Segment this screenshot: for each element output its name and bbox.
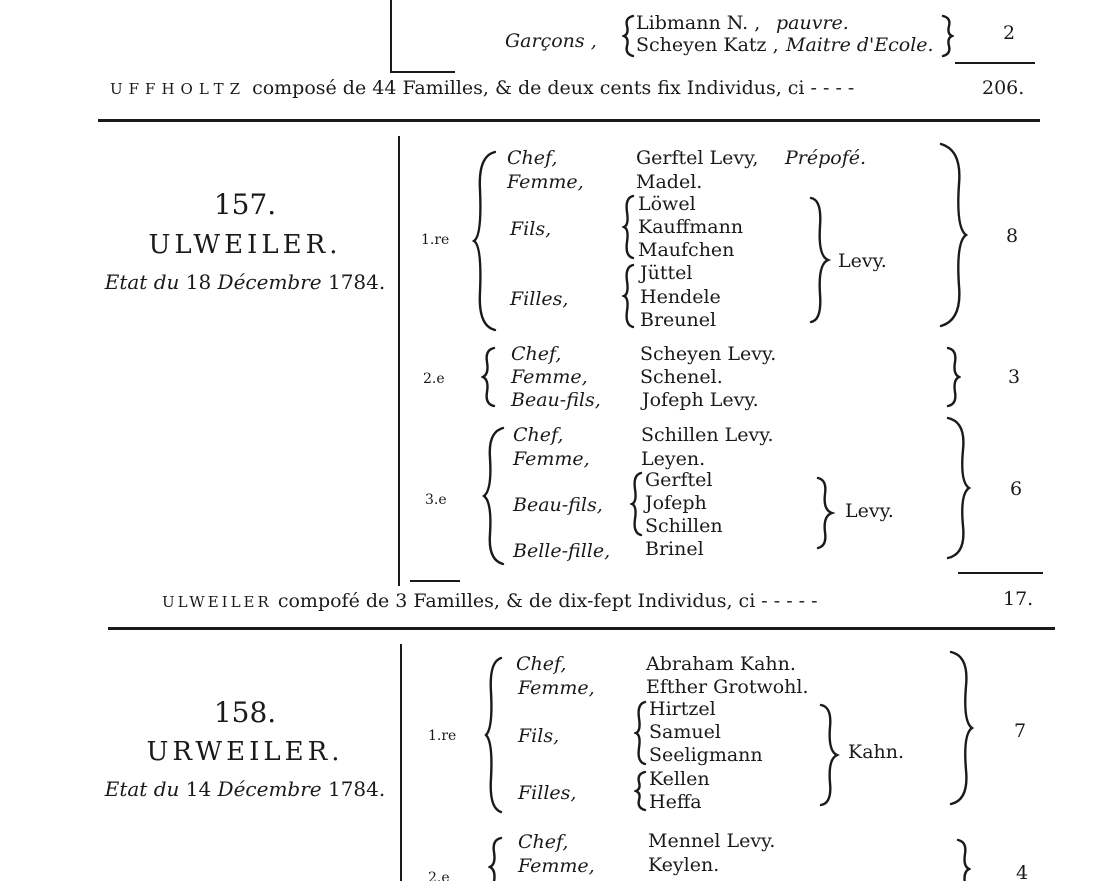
ulweiler-f2-right-brace bbox=[945, 346, 961, 408]
ulweiler-short-rule bbox=[410, 580, 460, 582]
ulweiler-f1-chef-name: Gerftel Levy, bbox=[636, 147, 759, 169]
urweiler-f1-filles-brace bbox=[634, 770, 648, 812]
garcons-name-2: Scheyen Katz , bbox=[636, 34, 779, 56]
ulweiler-date-year: 1784. bbox=[327, 270, 386, 294]
ulweiler-f1-count: 8 bbox=[1006, 225, 1019, 247]
urweiler-f2-chef-label: Chef, bbox=[518, 831, 569, 853]
ulweiler-date bbox=[100, 270, 390, 294]
ulweiler-f3-bellefille-name: Brinel bbox=[645, 538, 704, 560]
ulweiler-vertical-divider bbox=[398, 136, 400, 586]
ulweiler-count-rule bbox=[958, 572, 1043, 574]
urweiler-f1-fils-label: Fils, bbox=[518, 725, 560, 747]
urweiler-f1-chef-name: Abraham Kahn. bbox=[646, 653, 796, 675]
urweiler-f1-fils-3: Seeligmann bbox=[649, 744, 763, 766]
garcons-count: 2 bbox=[1003, 22, 1016, 44]
urweiler-f1-right-brace bbox=[948, 650, 974, 806]
ulweiler-f1-surname: Levy. bbox=[838, 250, 887, 272]
ulweiler-f1-femme-label: Femme, bbox=[507, 171, 584, 193]
ulweiler-f2-left-brace bbox=[481, 346, 497, 408]
urweiler-f1-fils-2: Samuel bbox=[649, 721, 721, 743]
ulweiler-f1-fils-1: Löwel bbox=[638, 193, 696, 215]
ulweiler-f3-left-brace bbox=[482, 426, 506, 566]
ulweiler-f3-surname: Levy. bbox=[845, 500, 894, 522]
ulweiler-f2-count: 3 bbox=[1008, 366, 1021, 388]
urweiler-vertical-divider bbox=[400, 644, 402, 881]
ulweiler-f3-beaufils-1: Gerftel bbox=[645, 469, 713, 491]
ulweiler-f1-ordinal: 1.re bbox=[421, 232, 450, 248]
ulweiler-f3-count: 6 bbox=[1010, 478, 1023, 500]
ulweiler-f1-filles-1: Jüttel bbox=[640, 262, 693, 284]
uffholtz-total: 206. bbox=[982, 77, 1025, 99]
ulweiler-total: 17. bbox=[1003, 588, 1034, 610]
garcons-role-2: Maitre d'Ecole. bbox=[786, 34, 934, 56]
urweiler-f1-femme-label: Femme, bbox=[518, 677, 595, 699]
urweiler-f2-left-brace bbox=[488, 836, 504, 881]
ulweiler-f3-chef-name: Schillen Levy. bbox=[641, 424, 774, 446]
ulweiler-f3-femme-name: Leyen. bbox=[641, 448, 706, 470]
ulweiler-f1-filles-2: Hendele bbox=[640, 286, 721, 308]
section-rule-1 bbox=[98, 119, 1040, 122]
urweiler-date bbox=[100, 777, 390, 801]
ulweiler-f1-fils-2: Kauffmann bbox=[638, 216, 744, 238]
ulweiler-f3-beaufils-brace bbox=[630, 471, 644, 537]
uffholtz-summary-text: composé de 44 Familles, & de deux cents fix Individus, ci - - - - bbox=[252, 77, 855, 99]
urweiler-f1-left-brace bbox=[484, 656, 504, 814]
garcons-right-brace bbox=[940, 14, 954, 58]
ulweiler-f1-filles-label: Filles, bbox=[510, 288, 569, 310]
ulweiler-f1-filles-3: Breunel bbox=[640, 309, 717, 331]
ulweiler-f3-beaufils-label: Beau-fils, bbox=[513, 494, 603, 516]
ulweiler-f3-surname-brace bbox=[815, 476, 835, 550]
urweiler-f1-surname: Kahn. bbox=[848, 741, 905, 763]
ulweiler-summary-text: compofé de 3 Familles, & de dix-fept Individus, ci - - - - - bbox=[277, 590, 818, 612]
ulweiler-f2-chef-label: Chef, bbox=[511, 343, 562, 365]
ulweiler-f3-right-brace bbox=[945, 416, 971, 560]
top-short-rule bbox=[390, 71, 455, 73]
urweiler-f1-surname-brace bbox=[818, 703, 840, 807]
urweiler-date-day: 14 bbox=[185, 777, 212, 801]
top-count-rule bbox=[955, 62, 1035, 64]
ulweiler-f1-right-brace bbox=[938, 142, 968, 328]
ulweiler-f2-femme-name: Schenel. bbox=[640, 366, 723, 388]
ulweiler-summary-town: ULWEILER bbox=[162, 593, 272, 611]
ulweiler-f2-femme-label: Femme, bbox=[511, 366, 588, 388]
ulweiler-name: ULWEILER. bbox=[148, 230, 342, 260]
ulweiler-date-day: 18 bbox=[185, 270, 212, 294]
urweiler-date-month: Décembre bbox=[217, 777, 322, 801]
ulweiler-f2-beaufils-name: Jofeph Levy. bbox=[642, 389, 759, 411]
urweiler-f1-chef-label: Chef, bbox=[516, 653, 567, 675]
uffholtz-summary-town: UFFHOLTZ bbox=[110, 80, 247, 98]
ulweiler-f3-femme-label: Femme, bbox=[513, 448, 590, 470]
urweiler-number: 158. bbox=[213, 696, 277, 729]
ulweiler-f3-beaufils-3: Schillen bbox=[645, 515, 723, 537]
garcons-name-1: Libmann N. , bbox=[636, 12, 761, 34]
ulweiler-f3-beaufils-2: Jofeph bbox=[645, 492, 707, 514]
garcons-role-1: pauvre. bbox=[776, 12, 849, 34]
urweiler-f1-femme-name: Efther Grotwohl. bbox=[646, 676, 809, 698]
ulweiler-f2-beaufils-label: Beau-fils, bbox=[511, 389, 601, 411]
ulweiler-f2-ordinal: 2.e bbox=[423, 371, 445, 387]
ulweiler-f1-femme-name: Madel. bbox=[636, 171, 703, 193]
urweiler-f1-ordinal: 1.re bbox=[428, 728, 457, 744]
ulweiler-date-month: Décembre bbox=[217, 270, 322, 294]
ulweiler-f1-chef-title: Prépofé. bbox=[785, 147, 867, 169]
urweiler-f1-filles-1: Kellen bbox=[649, 768, 710, 790]
urweiler-f1-filles-label: Filles, bbox=[518, 782, 577, 804]
urweiler-f1-fils-1: Hirtzel bbox=[649, 698, 716, 720]
urweiler-f2-femme-label: Femme, bbox=[518, 855, 595, 877]
ulweiler-f1-fils-brace bbox=[622, 194, 636, 260]
garcons-label: Garçons , bbox=[505, 30, 597, 52]
ulweiler-summary bbox=[162, 590, 818, 612]
ulweiler-f3-ordinal: 3.e bbox=[425, 492, 447, 508]
urweiler-f2-femme-name: Keylen. bbox=[648, 854, 720, 876]
garcons-left-brace bbox=[622, 14, 636, 58]
urweiler-f2-count: 4 bbox=[1016, 862, 1029, 881]
urweiler-date-prefix: Etat du bbox=[104, 777, 180, 801]
ulweiler-f2-chef-name: Scheyen Levy. bbox=[640, 343, 777, 365]
ulweiler-f1-fils-3: Maufchen bbox=[638, 239, 735, 261]
ulweiler-number: 157. bbox=[213, 188, 277, 221]
urweiler-f1-count: 7 bbox=[1014, 720, 1027, 742]
ulweiler-f1-chef-label: Chef, bbox=[507, 147, 558, 169]
ulweiler-f3-chef-label: Chef, bbox=[513, 424, 564, 446]
ulweiler-f1-filles-brace bbox=[622, 263, 636, 329]
top-vertical-divider bbox=[390, 0, 392, 72]
ulweiler-f3-bellefille-label: Belle-fille, bbox=[513, 540, 611, 562]
urweiler-f1-filles-2: Heffa bbox=[649, 791, 702, 813]
section-rule-2 bbox=[108, 627, 1055, 630]
urweiler-name: URWEILER. bbox=[146, 737, 344, 767]
urweiler-f2-ordinal: 2.e bbox=[428, 870, 450, 881]
urweiler-f2-chef-name: Mennel Levy. bbox=[648, 830, 776, 852]
ulweiler-f1-left-brace bbox=[472, 150, 498, 332]
urweiler-date-year: 1784. bbox=[327, 777, 386, 801]
urweiler-f1-fils-brace bbox=[634, 700, 648, 766]
ulweiler-date-prefix: Etat du bbox=[104, 270, 180, 294]
uffholtz-summary bbox=[110, 77, 854, 99]
ulweiler-f1-fils-label: Fils, bbox=[510, 218, 552, 240]
urweiler-f2-right-brace bbox=[955, 838, 971, 881]
ulweiler-f1-surname-brace bbox=[808, 196, 832, 324]
